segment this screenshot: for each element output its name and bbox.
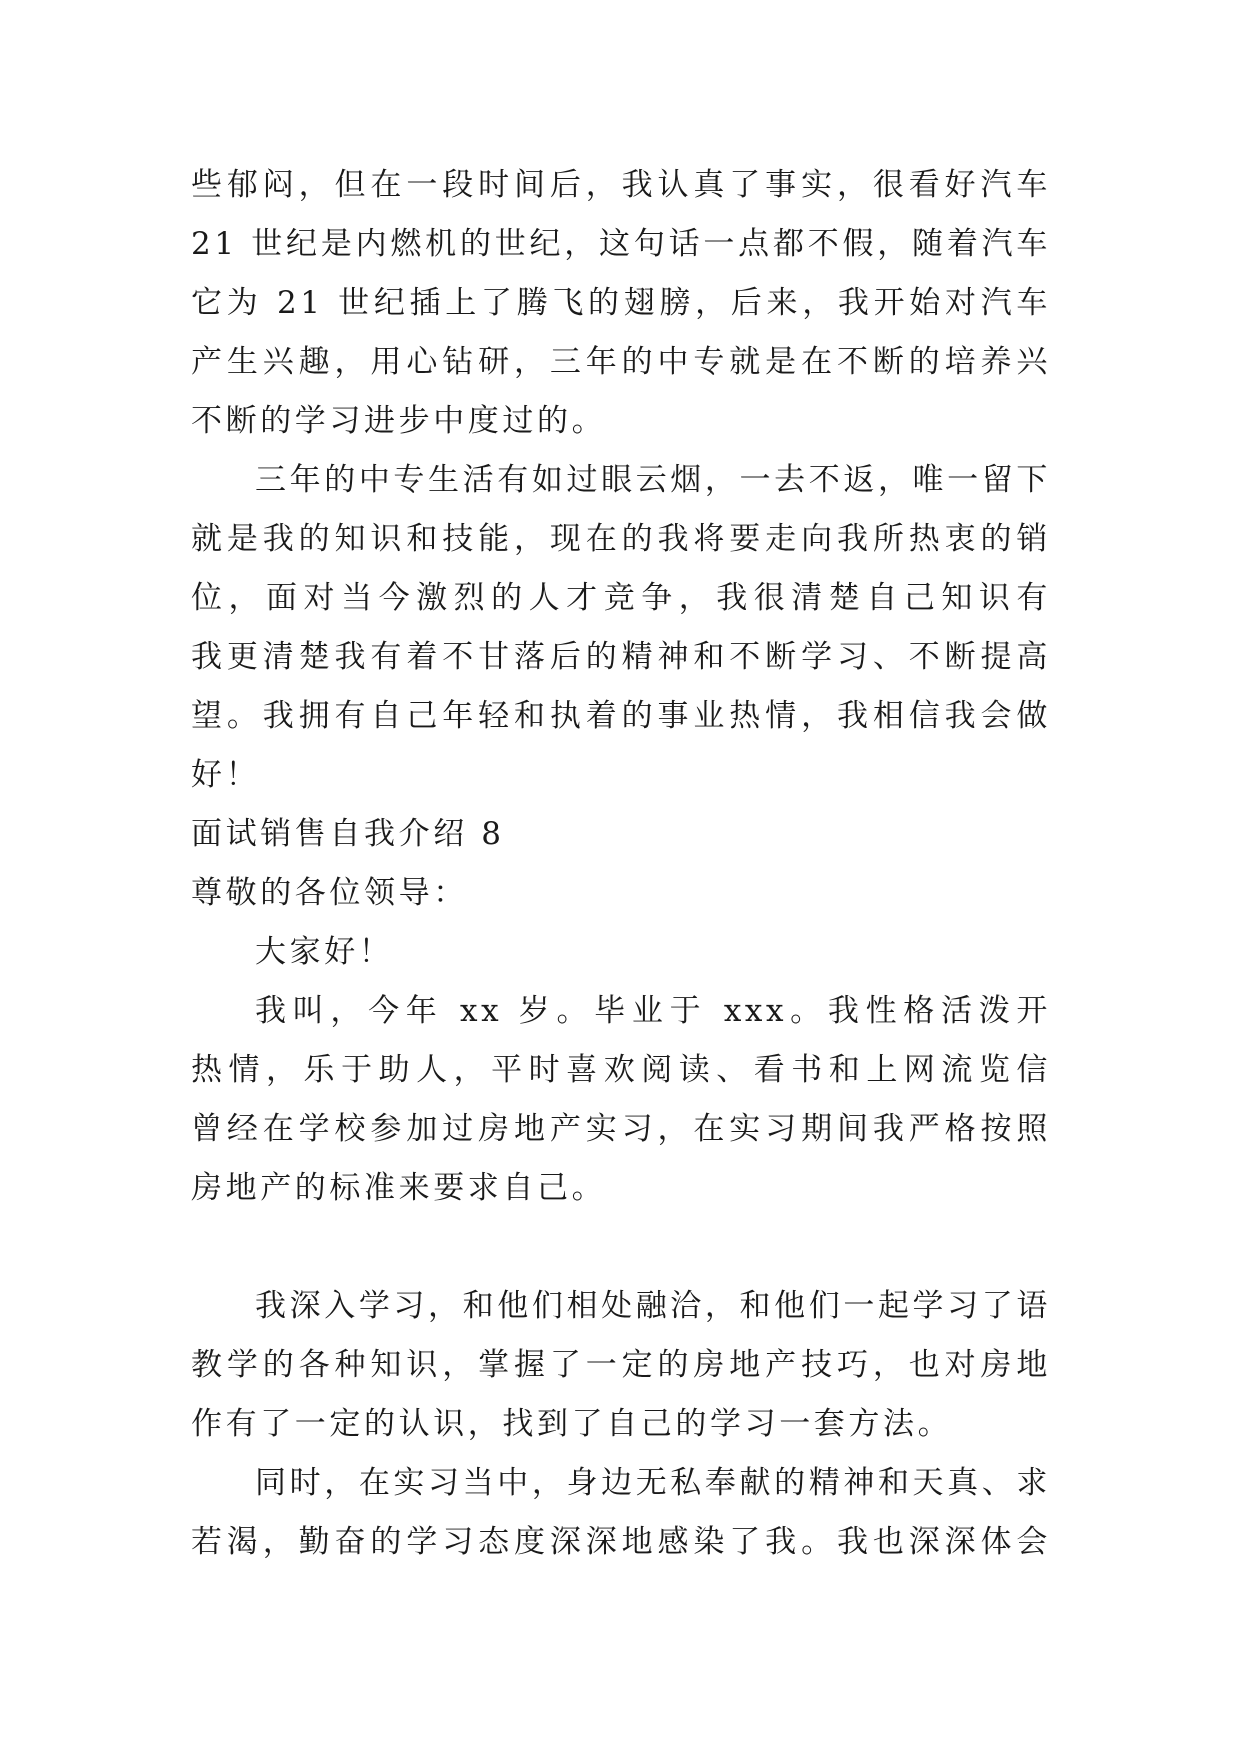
text-line: 些郁闷，但在一段时间后，我认真了事实，很看好汽车 [191, 167, 1051, 203]
salutation: 尊敬的各位领导： [191, 875, 468, 911]
text-line: 就是我的知识和技能，现在的我将要走向我所热衷的销 [191, 521, 1051, 557]
text-line: 若渴，勤奋的学习态度深深地感染了我。我也深深体会 [191, 1524, 1051, 1560]
paragraph-start-line: 同时，在实习当中，身边无私奉献的精神和天真、求 [255, 1465, 1051, 1501]
paragraph-start-line: 我深入学习，和他们相处融洽，和他们一起学习了语 [255, 1288, 1051, 1324]
text-line: 好！ [191, 757, 261, 793]
paragraph-start-line: 三年的中专生活有如过眼云烟，一去不返，唯一留下 [255, 462, 1051, 498]
text-line: 不断的学习进步中度过的。 [191, 403, 607, 439]
paragraph-start-line: 我叫，今年 xx 岁。毕业于 xxx。我性格活泼开 [255, 993, 1051, 1029]
text-line: 曾经在学校参加过房地产实习，在实习期间我严格按照 [191, 1111, 1051, 1147]
section-heading: 面试销售自我介绍 8 [191, 816, 505, 852]
text-line: 望。我拥有自己年轻和执着的事业热情，我相信我会做 [191, 698, 1051, 734]
paragraph-gap [191, 1218, 1051, 1277]
text-line: 它为 21 世纪插上了腾飞的翅膀，后来，我开始对汽车 [191, 285, 1051, 321]
text-line: 作有了一定的认识，找到了自己的学习一套方法。 [191, 1406, 953, 1442]
greeting: 大家好！ [255, 934, 394, 970]
text-line: 房地产的标准来要求自己。 [191, 1170, 607, 1206]
text-line: 位，面对当今激烈的人才竞争，我很清楚自己知识有 [191, 580, 1051, 616]
text-line: 教学的各种知识，掌握了一定的房地产技巧，也对房地 [191, 1347, 1051, 1383]
text-line: 产生兴趣，用心钻研，三年的中专就是在不断的培养兴 [191, 344, 1051, 380]
document-body [191, 156, 1051, 1572]
text-line: 21 世纪是内燃机的世纪，这句话一点都不假，随着汽车 [191, 226, 1051, 262]
text-line: 热情，乐于助人，平时喜欢阅读、看书和上网流览信 [191, 1052, 1051, 1088]
text-line: 我更清楚我有着不甘落后的精神和不断学习、不断提高 [191, 639, 1051, 675]
